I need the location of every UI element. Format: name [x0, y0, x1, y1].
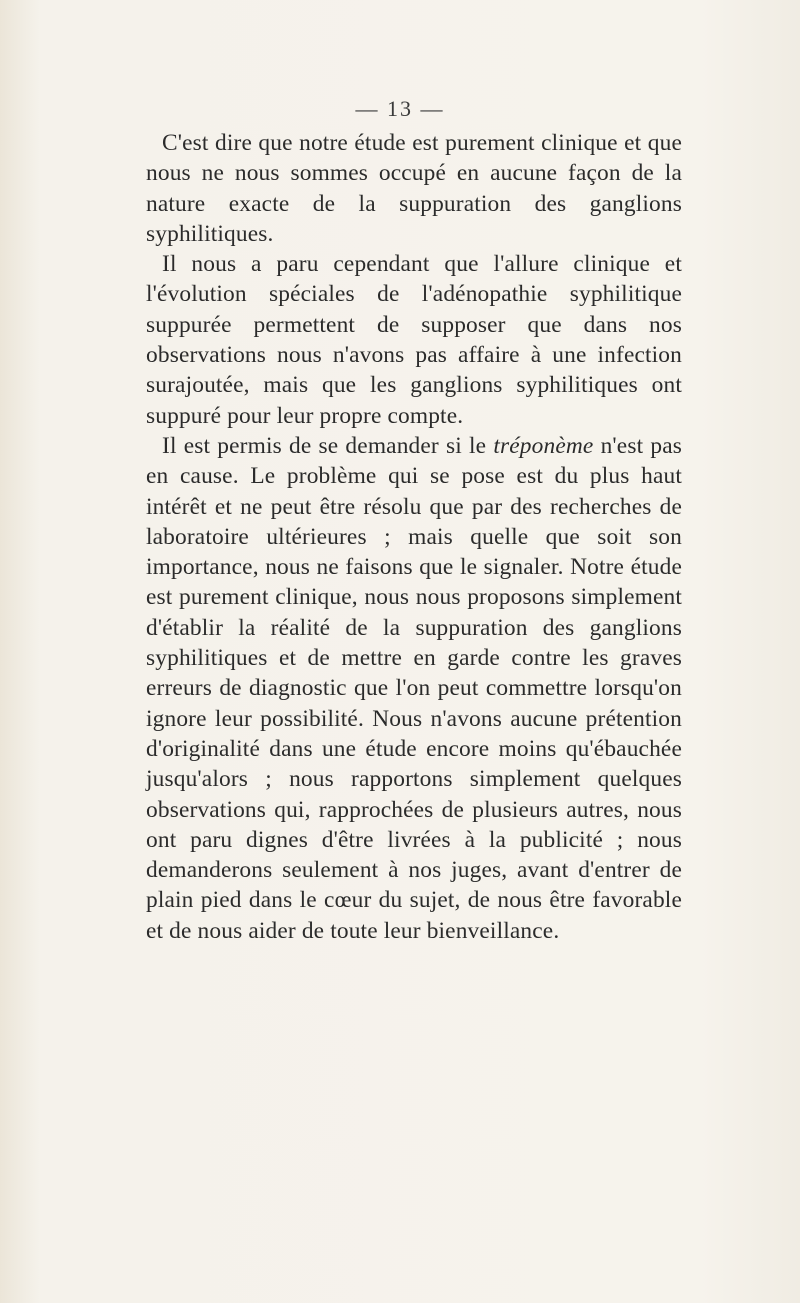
- paragraph-2: Il nous a paru cependant que l'allure clinique et l'évolution spéciales de l'adénopathie syphilitique suppurée permettent de supposer que dans nos observations nous n'avons pas affaire à une infection surajoutée, mais que les ganglions syphilitiques ont suppuré pour leur propre compte.: [146, 251, 682, 429]
- paragraph-1: C'est dire que notre étude est purement clinique et que nous ne nous sommes occupé en aucune façon de la nature exacte de la suppuration des ganglions syphilitiques.: [146, 130, 682, 247]
- paragraph-3-rest: n'est pas en cause. Le problème qui se pose est du plus haut intérêt et ne peut être résolu que par des recherches de laboratoire ultérieures ; mais quelle que soit son importance, nous ne faisons que le signaler. Notre étude est purement clinique, nous nous proposons simplement d'établir la réalité de la suppuration des ganglions syphilitiques et de mettre en garde contre les graves erreurs de diagnostic que l'on peut commettre lorsqu'on ignore leur possibilité. Nous n'avons aucune prétention d'originalité dans une étude encore moins qu'ébauchée jusqu'alors ; nous rapportons simplement quelques observations qui, rapprochées de plusieurs autres, nous ont paru dignes d'être livrées à la publicité ; nous demanderons seulement à nos juges, avant d'entrer de plain pied dans le cœur du sujet, de nous être favorable et de nous aider de toute leur bienveillance.: [146, 432, 682, 944]
- italic-term: tréponème: [493, 432, 594, 459]
- paragraph-3-start: Il est permis de se demander si le: [162, 432, 494, 459]
- body-text: [146, 128, 682, 946]
- page-number: — 13 —: [355, 96, 445, 121]
- paragraph-3: [146, 431, 682, 946]
